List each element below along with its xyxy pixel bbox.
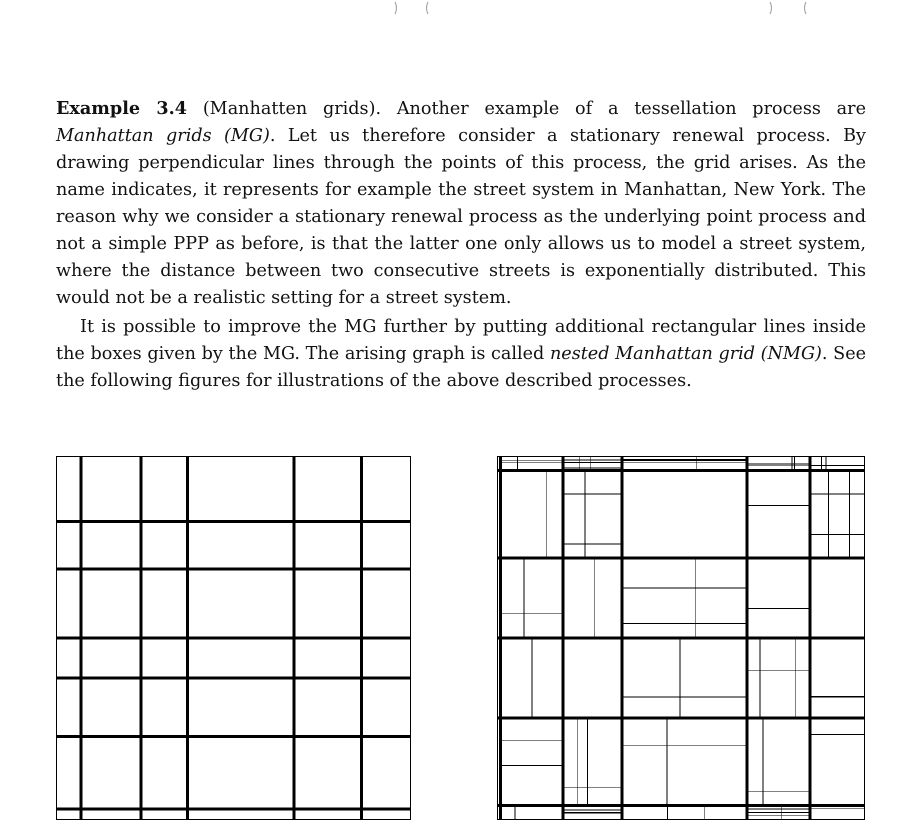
paragraph-text: Another example of a tessellation process are bbox=[381, 99, 866, 119]
emphasis-manhattan-grids: Manhattan grids (MG) bbox=[56, 126, 270, 146]
page-header-fragment bbox=[0, 0, 920, 22]
emphasis-nested-grid: nested Manhattan grid (NMG) bbox=[549, 344, 822, 364]
nested-manhattan-grid-figure bbox=[497, 456, 865, 820]
nested-grid-paragraph bbox=[56, 314, 866, 395]
example-label: Example 3.4 bbox=[56, 98, 188, 119]
manhattan-grid-figure bbox=[56, 456, 411, 820]
nested-manhattan-grid-svg bbox=[497, 456, 865, 820]
paragraph-text: It is possible to improve the MG further by putting additional rectangular lines inside the boxes given by the MG. The arising graph is called bbox=[56, 317, 866, 364]
example-paragraph bbox=[56, 95, 866, 312]
example-title: (Manhatten grids). bbox=[187, 99, 382, 119]
paragraph-text: . Let us therefore consider a stationary renewal process. By drawing perpendicular lines through the points of this process, the grid arises. As the name indicates, it represents for example the street system in Manhattan, New York. The reason why we consider a stationary renewal process as the underlying point process and not a simple PPP as before, is that the latter one only allows us to model a street system, where the distance between two consecutive streets is exponentially distributed. This would not be a realistic setting for a street system. bbox=[56, 126, 866, 308]
paragraph-text: . See the following figures for illustrations of the above described processes. bbox=[56, 344, 867, 391]
manhattan-grid-svg bbox=[56, 456, 411, 820]
